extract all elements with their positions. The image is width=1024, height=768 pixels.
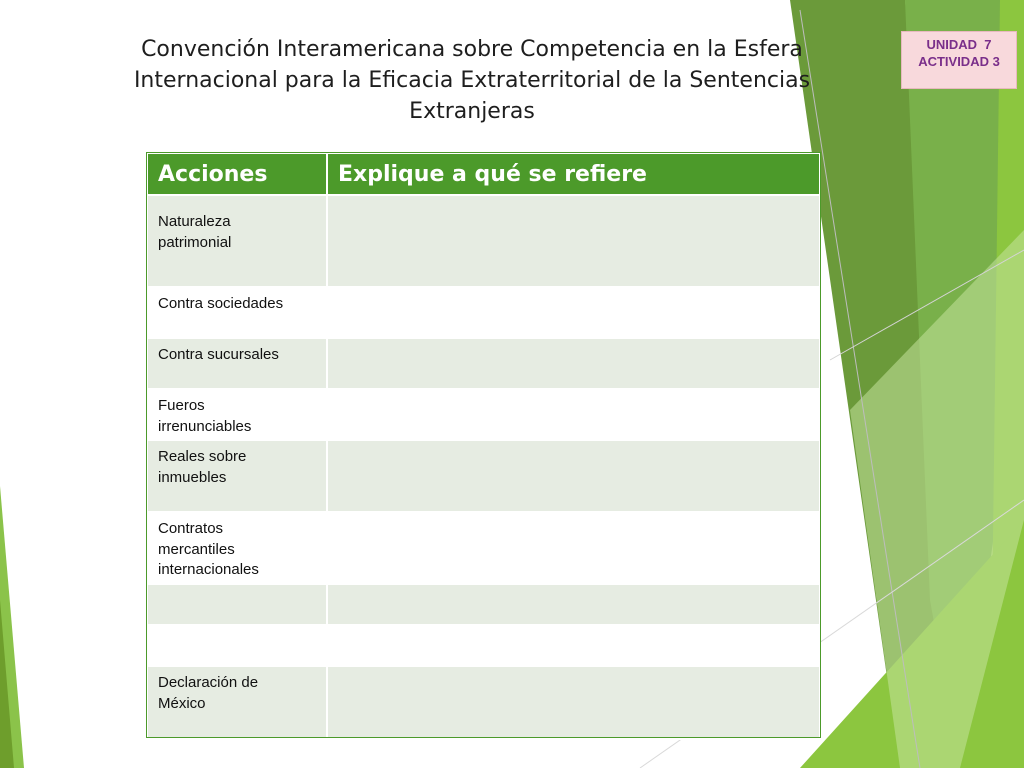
explanation-cell[interactable]	[327, 338, 820, 389]
activity-label: ACTIVIDAD 3	[918, 54, 1000, 69]
unit-label: UNIDAD 7	[926, 37, 992, 52]
action-cell: Contratos mercantiles internacionales	[147, 512, 327, 584]
explanation-cell[interactable]	[327, 195, 820, 287]
slide-title: Convención Interamericana sobre Competencia en la Esfera Internacional para la Eficacia Extraterritorial de la Sentencias Extranjeras	[133, 37, 811, 124]
action-cell: Reales sobre inmuebles	[147, 440, 327, 512]
table-header-row	[147, 153, 820, 195]
table-row	[147, 666, 820, 739]
explanation-cell[interactable]	[327, 389, 820, 440]
action-cell: Naturaleza patrimonial	[147, 195, 327, 287]
action-cell	[147, 625, 327, 666]
table-row	[147, 512, 820, 584]
explanation-cell[interactable]	[327, 666, 820, 739]
header-explique: Explique a qué se refiere	[327, 153, 820, 195]
explanation-cell[interactable]	[327, 440, 820, 512]
unit-activity-badge	[901, 31, 1017, 89]
explanation-cell[interactable]	[327, 625, 820, 666]
explanation-cell[interactable]	[327, 512, 820, 584]
table-row	[147, 625, 820, 666]
table-row	[147, 287, 820, 338]
table-row	[147, 584, 820, 625]
actions-table	[146, 152, 821, 740]
table-row	[147, 338, 820, 389]
table-row	[147, 389, 820, 440]
header-acciones: Acciones	[147, 153, 327, 195]
action-cell: Declaración de México	[147, 666, 327, 739]
action-cell	[147, 584, 327, 625]
explanation-cell[interactable]	[327, 584, 820, 625]
action-cell: Contra sociedades	[147, 287, 327, 338]
table-row	[147, 440, 820, 512]
action-cell: Contra sucursales	[147, 338, 327, 389]
action-cell: Fueros irrenunciables	[147, 389, 327, 440]
table-row	[147, 195, 820, 287]
explanation-cell[interactable]	[327, 287, 820, 338]
